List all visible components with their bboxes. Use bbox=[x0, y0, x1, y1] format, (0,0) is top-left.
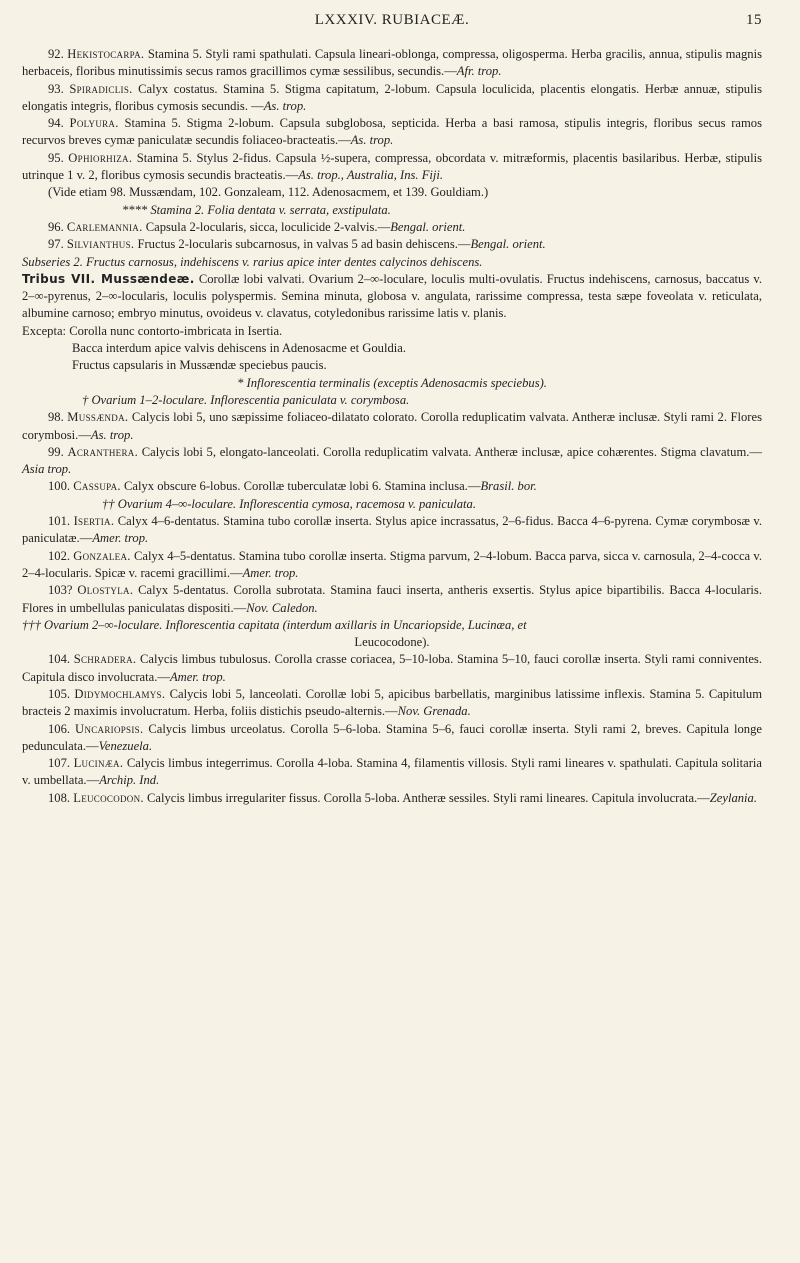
entries-block-3 bbox=[22, 409, 762, 495]
subseries-heading: Subseries 2. Fructus carnosus, indehiscens v. rarius apice inter dentes calycinos dehiscens. bbox=[22, 254, 483, 269]
tribus-excepta: Bacca interdum apice valvis dehiscens in Adenosacme et Gouldia. bbox=[72, 341, 406, 356]
genus-entry: 108. Leucocodon. Calycis limbus irregulariter fissus. Corolla 5-loba. Antheræ sessiles. Styli rami lineares. Capitula involucrata.—Zeylania. bbox=[48, 790, 758, 805]
entries-block-2 bbox=[22, 219, 762, 254]
genus-entry: 94. Polyura. Stamina 5. Stigma 2-lobum. Capsula subglobosa, septicida. Herba a basi ramosa, stipulis integris, floribus secus ramos recurvos breves cymæ paniculatæ secundis foliaceo-bracteatis.—As. trop. bbox=[22, 116, 762, 148]
tribus-excepta: Excepta: Corolla nunc contorto-imbricata in Isertia. bbox=[22, 323, 283, 338]
genus-entry: 102. Gonzalea. Calyx 4–5-dentatus. Stamina tubo corollæ inserta. Stigma parvum, 2–4-lobum. Bacca parva, sicca v. carnosula, 2–4-cocca v. 2–4-locularis. Spicæ v. racemi gracillimi.—Amer. trop. bbox=[22, 548, 762, 580]
group-note: †† Ovarium 4–∞-loculare. Inflorescentia cymosa, racemosa v. paniculata. bbox=[102, 496, 477, 511]
tribus-label: Tribus VII. Mussændeæ. bbox=[22, 271, 195, 286]
group-note: ††† Ovarium 2–∞-loculare. Inflorescentia capitata (interdum axillaris in Uncariopside, Lucinæa, et bbox=[22, 617, 527, 632]
group-note-continued: Leucocodone). bbox=[354, 635, 430, 650]
genus-entry: 106. Uncariopsis. Calycis limbus urceolatus. Corolla 5–6-loba. Stamina 5–6, fauci corollæ inserta. Styli rami 2, breves. Capitula longe pedunculata.—Venezuela. bbox=[22, 721, 762, 753]
group-note: † Ovarium 1–2-loculare. Inflorescentia paniculata v. corymbosa. bbox=[82, 392, 410, 407]
genus-entry: 107. Lucinæa. Calycis limbus integerrimus. Corolla 4-loba. Stamina 4, filamentis villosis. Styli rami lineares v. spathulati. Capitula solitaria v. umbellata.—Archip. Ind. bbox=[22, 756, 762, 788]
vide-note: (Vide etiam 98. Mussændam, 102. Gonzaleam, 112. Adenosacmem, et 139. Gouldiam.) bbox=[48, 185, 489, 200]
genus-entry: 99. Acranthera. Calycis lobi 5, elongato-lanceolati. Corolla reduplicatim valvata. Antheræ inclusæ, apice cohærentes. Stigma clavatum.—Asia trop. bbox=[22, 444, 762, 477]
genus-entry: 92. Hekistocarpa. Stamina 5. Styli rami spathulati. Capsula lineari-oblonga, compressa, oligosperma. Herba gracilis, annua, stipulis magnis herbaceis, floribus minutissimis secus ramos gracillimos cymæ sessilibus, secundis.—Afr. trop. bbox=[22, 47, 762, 79]
tribus-description: Tribus VII. Mussændeæ. Corollæ lobi valvati. Ovarium 2–∞-loculare, loculis multi-ovulatis. Fructus indehiscens, carnosus, baccatus v. 2–∞-pyrenus, 2–∞-locularis, loculis polyspermis. Semina minuta, globosa v. angulata, rarissime compressa, testa sæpe foveolata v. reticulata, albumine carnoso; embryo minutus, ovoideus v. clavatus, cotyledonibus rarissime latis v. planis. bbox=[22, 271, 762, 321]
tribus-block bbox=[22, 271, 762, 375]
section-heading-stars: **** Stamina 2. Folia dentata v. serrata, exstipulata. bbox=[122, 202, 391, 217]
entries-block-4 bbox=[22, 513, 762, 617]
tribus-excepta: Fructus capsularis in Mussændæ speciebus paucis. bbox=[72, 358, 327, 373]
entries-block-5 bbox=[22, 651, 762, 807]
genus-entry: 105. Didymochlamys. Calycis lobi 5, lanceolati. Corollæ lobi 5, apicibus barbellatis, marginibus latissime inflexis. Stamina 5. Capitulum bracteis 2 maximis involucratum. Herba, foliis distichis pseudo-alternis.—Nov. Grenada. bbox=[22, 686, 762, 719]
page-number: 15 bbox=[746, 12, 762, 28]
page-title: LXXXIV. RUBIACEÆ. bbox=[314, 12, 470, 28]
genus-entry: 93. Spiradiclis. Calyx costatus. Stamina 5. Stigma capitatum, 2-lobum. Capsula loculicida, placentis elongatis. Herbæ annuæ, stipulis elongatis integris, floribus cymosis secundis. —As. trop. bbox=[22, 81, 762, 113]
genus-entry: 97. Silvianthus. Fructus 2-locularis subcarnosus, in valvas 5 ad basin dehiscens.—Bengal. orient. bbox=[48, 237, 546, 252]
genus-entry: 104. Schradera. Calycis limbus tubulosus. Corolla crasse coriacea, 5–10-loba. Stamina 5–10, fauci corollæ inserta. Styli rami conniventes. Capitula disco involucrata.—Amer. trop. bbox=[22, 652, 762, 684]
genus-entry: 100. Cassupa. Calyx obscure 6-lobus. Corollæ tuberculatæ lobi 6. Stamina inclusa.—Brasil. bor. bbox=[48, 479, 537, 494]
genus-entry: 98. Mussænda. Calycis lobi 5, uno sæpissime foliaceo-dilatato colorato. Corolla reduplicatim valvata. Antheræ inclusæ. Styli rami 2. Flores corymbosi.—As. trop. bbox=[22, 410, 762, 442]
running-header bbox=[22, 10, 762, 46]
genus-entry: 103? Olostyla. Calyx 5-dentatus. Corolla subrotata. Stamina fauci inserta, antheris exsertis. Stylus apice bipartibilis. Bacca 4-locularis. Flores in umbellulas paniculatas dispositi.—Nov. Caledon. bbox=[22, 583, 762, 615]
genus-entry: 101. Isertia. Calyx 4–6-dentatus. Stamina tubo corollæ inserta. Stylus apice incrassatus, 2–6-fidus. Bacca 4–6-pyrena. Cymæ corymbosæ v. paniculatæ.—Amer. trop. bbox=[22, 514, 763, 546]
genus-entry: 95. Ophiorhiza. Stamina 5. Stylus 2-fidus. Capsula ½-supera, compressa, obcordata v. mitræformis, placentis basilaribus. Herbæ, stipulis utrinque 1 v. 2, floribus cymosis secundis bracteatis.—As. trop., Australia, Ins. Fiji. bbox=[22, 150, 762, 183]
entries-block-1 bbox=[22, 46, 762, 202]
genus-entry: 96. Carlemannia. Capsula 2-locularis, sicca, loculicide 2-valvis.—Bengal. orient. bbox=[48, 219, 466, 234]
group-note: * Inflorescentia terminalis (exceptis Adenosacmis speciebus). bbox=[237, 375, 547, 390]
